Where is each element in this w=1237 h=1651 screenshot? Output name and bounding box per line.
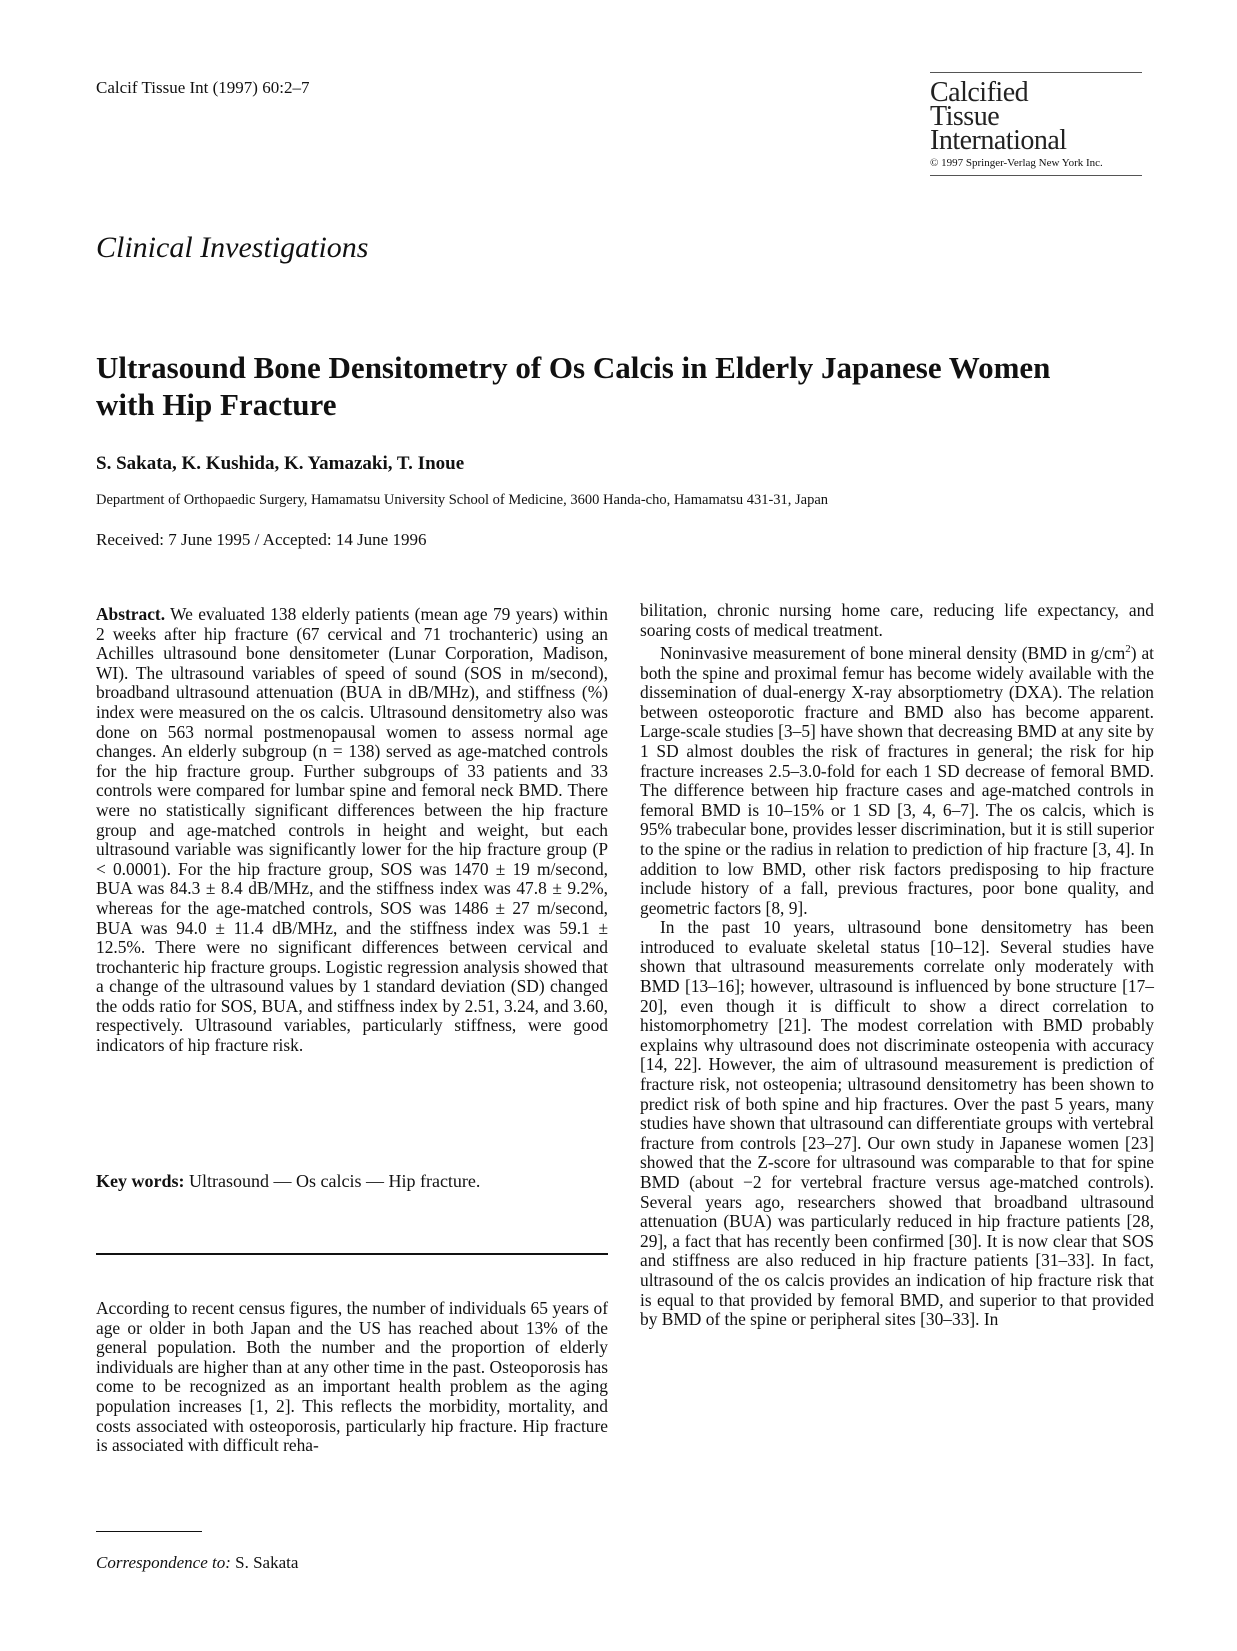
right-paragraph-2 [640, 640, 1154, 918]
footnote-rule [96, 1531, 202, 1532]
correspondence-name: S. Sakata [235, 1553, 299, 1572]
correspondence-label: Correspondence to: [96, 1553, 231, 1572]
keywords-label: Key words: [96, 1171, 185, 1191]
abstract [96, 605, 608, 1056]
section-heading: Clinical Investigations [96, 231, 369, 264]
correspondence-footnote [96, 1553, 298, 1573]
logo-line-1: Calcified [930, 77, 1029, 108]
keywords [96, 1172, 608, 1192]
journal-logo [930, 72, 1142, 176]
logo-line-3: International [930, 125, 1067, 156]
bmd-text-a: Noninvasive measurement of bone mineral density (BMD in g/cm [660, 642, 1126, 663]
intro-text: According to recent census figures, the number of individuals 65 years of age or older in both Japan and the US has reached about 13% of the general population. Both the number and the proportion of elderly individuals are higher than at any other time in the past. Osteoporosis has come to be recognized as an important health problem as the aging population increases [1, 2]. This reflects the morbidity, mortality, and costs associated with osteoporosis, particularly hip fracture. Hip fracture is associated with difficult reha- [96, 1298, 608, 1456]
abstract-text: We evaluated 138 elderly patients (mean age 79 years) within 2 weeks after hip fracture (67 cervical and 71 trochanteric) using an Achilles ultrasound bone densitometer (Lunar Corporation, Madison, WI). The ultrasound variables of speed of sound (SOS in m/second), broadband ultrasound attenuation (BUA in dB/MHz), and stiffness (%) index were measured on the os calcis. Ultrasound densitometry also was done on 563 normal postmenopausal women to assess normal age changes. An elderly subgroup (n = 138) served as age-matched controls for the hip fracture group. Further subgroups of 33 patients and 33 controls were compared for lumbar spine and femoral neck BMD. There were no statistically significant differences between the hip fracture group and age-matched controls in height and weight, but each ultrasound variable was significantly lower for the hip fracture group (P < 0.0001). For the hip fracture group, SOS was 1470 ± 19 m/second, BUA was 84.3 ± 8.4 dB/MHz, and the stiffness index was 47.8 ± 9.2%, whereas for the age-matched controls, SOS was 1486 ± 27 m/second, BUA was 94.0 ± 11.4 dB/MHz, and the stiffness index was 59.1 ± 12.5%. There were no significant differences between cervical and trochanteric hip fracture groups. Logistic regression analysis showed that a change of the ultrasound values by 1 standard deviation (SD) changed the odds ratio for SOS, BUA, and stiffness index by 2.51, 3.24, and 3.60, respectively. Ultrasound variables, particularly stiffness, were good indicators of hip fracture risk. [96, 604, 608, 1056]
logo-line-2: Tissue [930, 101, 1000, 132]
journal-citation: Calcif Tissue Int (1997) 60:2–7 [96, 78, 310, 97]
abstract-label: Abstract. [96, 604, 166, 624]
received-accepted-dates: Received: 7 June 1995 / Accepted: 14 June 1996 [96, 530, 427, 549]
authors: S. Sakata, K. Kushida, K. Yamazaki, T. Inoue [96, 453, 465, 474]
right-column [640, 601, 1154, 1330]
right-paragraph-1: bilitation, chronic nursing home care, reducing life expectancy, and soaring costs of medical treatment. [640, 600, 1154, 640]
article-title: Ultrasound Bone Densitometry of Os Calcis in Elderly Japanese Women with Hip Fracture [96, 350, 1051, 422]
bmd-text-b: ) at both the spine and proximal femur has become widely available with the dissemination of dual-energy X-ray absorptiometry (DXA). The relation between osteoporotic fracture and BMD also has become apparent. Large-scale studies [3–5] have shown that decreasing BMD at any site by 1 SD almost doubles the risk of fractures in general; the risk for hip fracture increases 2.5–3.0-fold for each 1 SD decrease of femoral BMD. The difference between hip fracture cases and age-matched controls in femoral BMD is 10–15% or 1 SD [3, 4, 6–7]. The os calcis, which is 95% trabecular bone, provides lesser discrimination, but it is still superior to the spine or the radius in relation to prediction of hip fracture [3, 4]. In addition to low BMD, other risk factors predisposing to hip fracture include history of a fall, previous fractures, poor bone quality, and geometric factors [8, 9]. [640, 642, 1155, 918]
keywords-text: Ultrasound — Os calcis — Hip fracture. [189, 1171, 481, 1191]
right-paragraph-3: In the past 10 years, ultrasound bone densitometry has been introduced to evaluate skeletal status [10–12]. Several studies have shown that ultrasound measurements correlate only moderately with BMD [13–16]; however, ultrasound is influenced by bone structure [17–20], even though it is difficult to show a direct correlation to histomorphometry [21]. The modest correlation with BMD probably explains why ultrasound does not discriminate osteopenia with accuracy [14, 22]. However, the aim of ultrasound measurement is prediction of fracture risk, not osteopenia; ultrasound densitometry has been shown to predict risk of both spine and hip fractures. Over the past 5 years, many studies have shown that ultrasound can differentiate groups with vertebral fracture from controls [23–27]. Our own study in Japanese women [23] showed that the Z-score for ultrasound was comparable to that for spine BMD (about −2 for vertebral fracture versus age-matched controls). Several years ago, researchers showed that broadband ultrasound attenuation (BUA) was particularly reduced in hip fracture patients [28, 29], a fact that has recently been confirmed [30]. It is now clear that SOS and stiffness are also reduced in hip fracture patients [31–33]. In fact, ultrasound of the os calcis provides an indication of hip fracture risk that is equal to that provided by femoral BMD, and superior to that provided by BMD of the spine or peripheral sites [30–33]. In [640, 917, 1155, 1330]
superscript: 2 [1125, 643, 1131, 656]
copyright: © 1997 Springer-Verlag New York Inc. [930, 157, 1142, 176]
section-divider [96, 1253, 608, 1255]
intro-paragraph [96, 1299, 608, 1456]
affiliation: Department of Orthopaedic Surgery, Hamamatsu University School of Medicine, 3600 Handa-cho, Hamamatsu 431-31, Japan [96, 492, 829, 508]
